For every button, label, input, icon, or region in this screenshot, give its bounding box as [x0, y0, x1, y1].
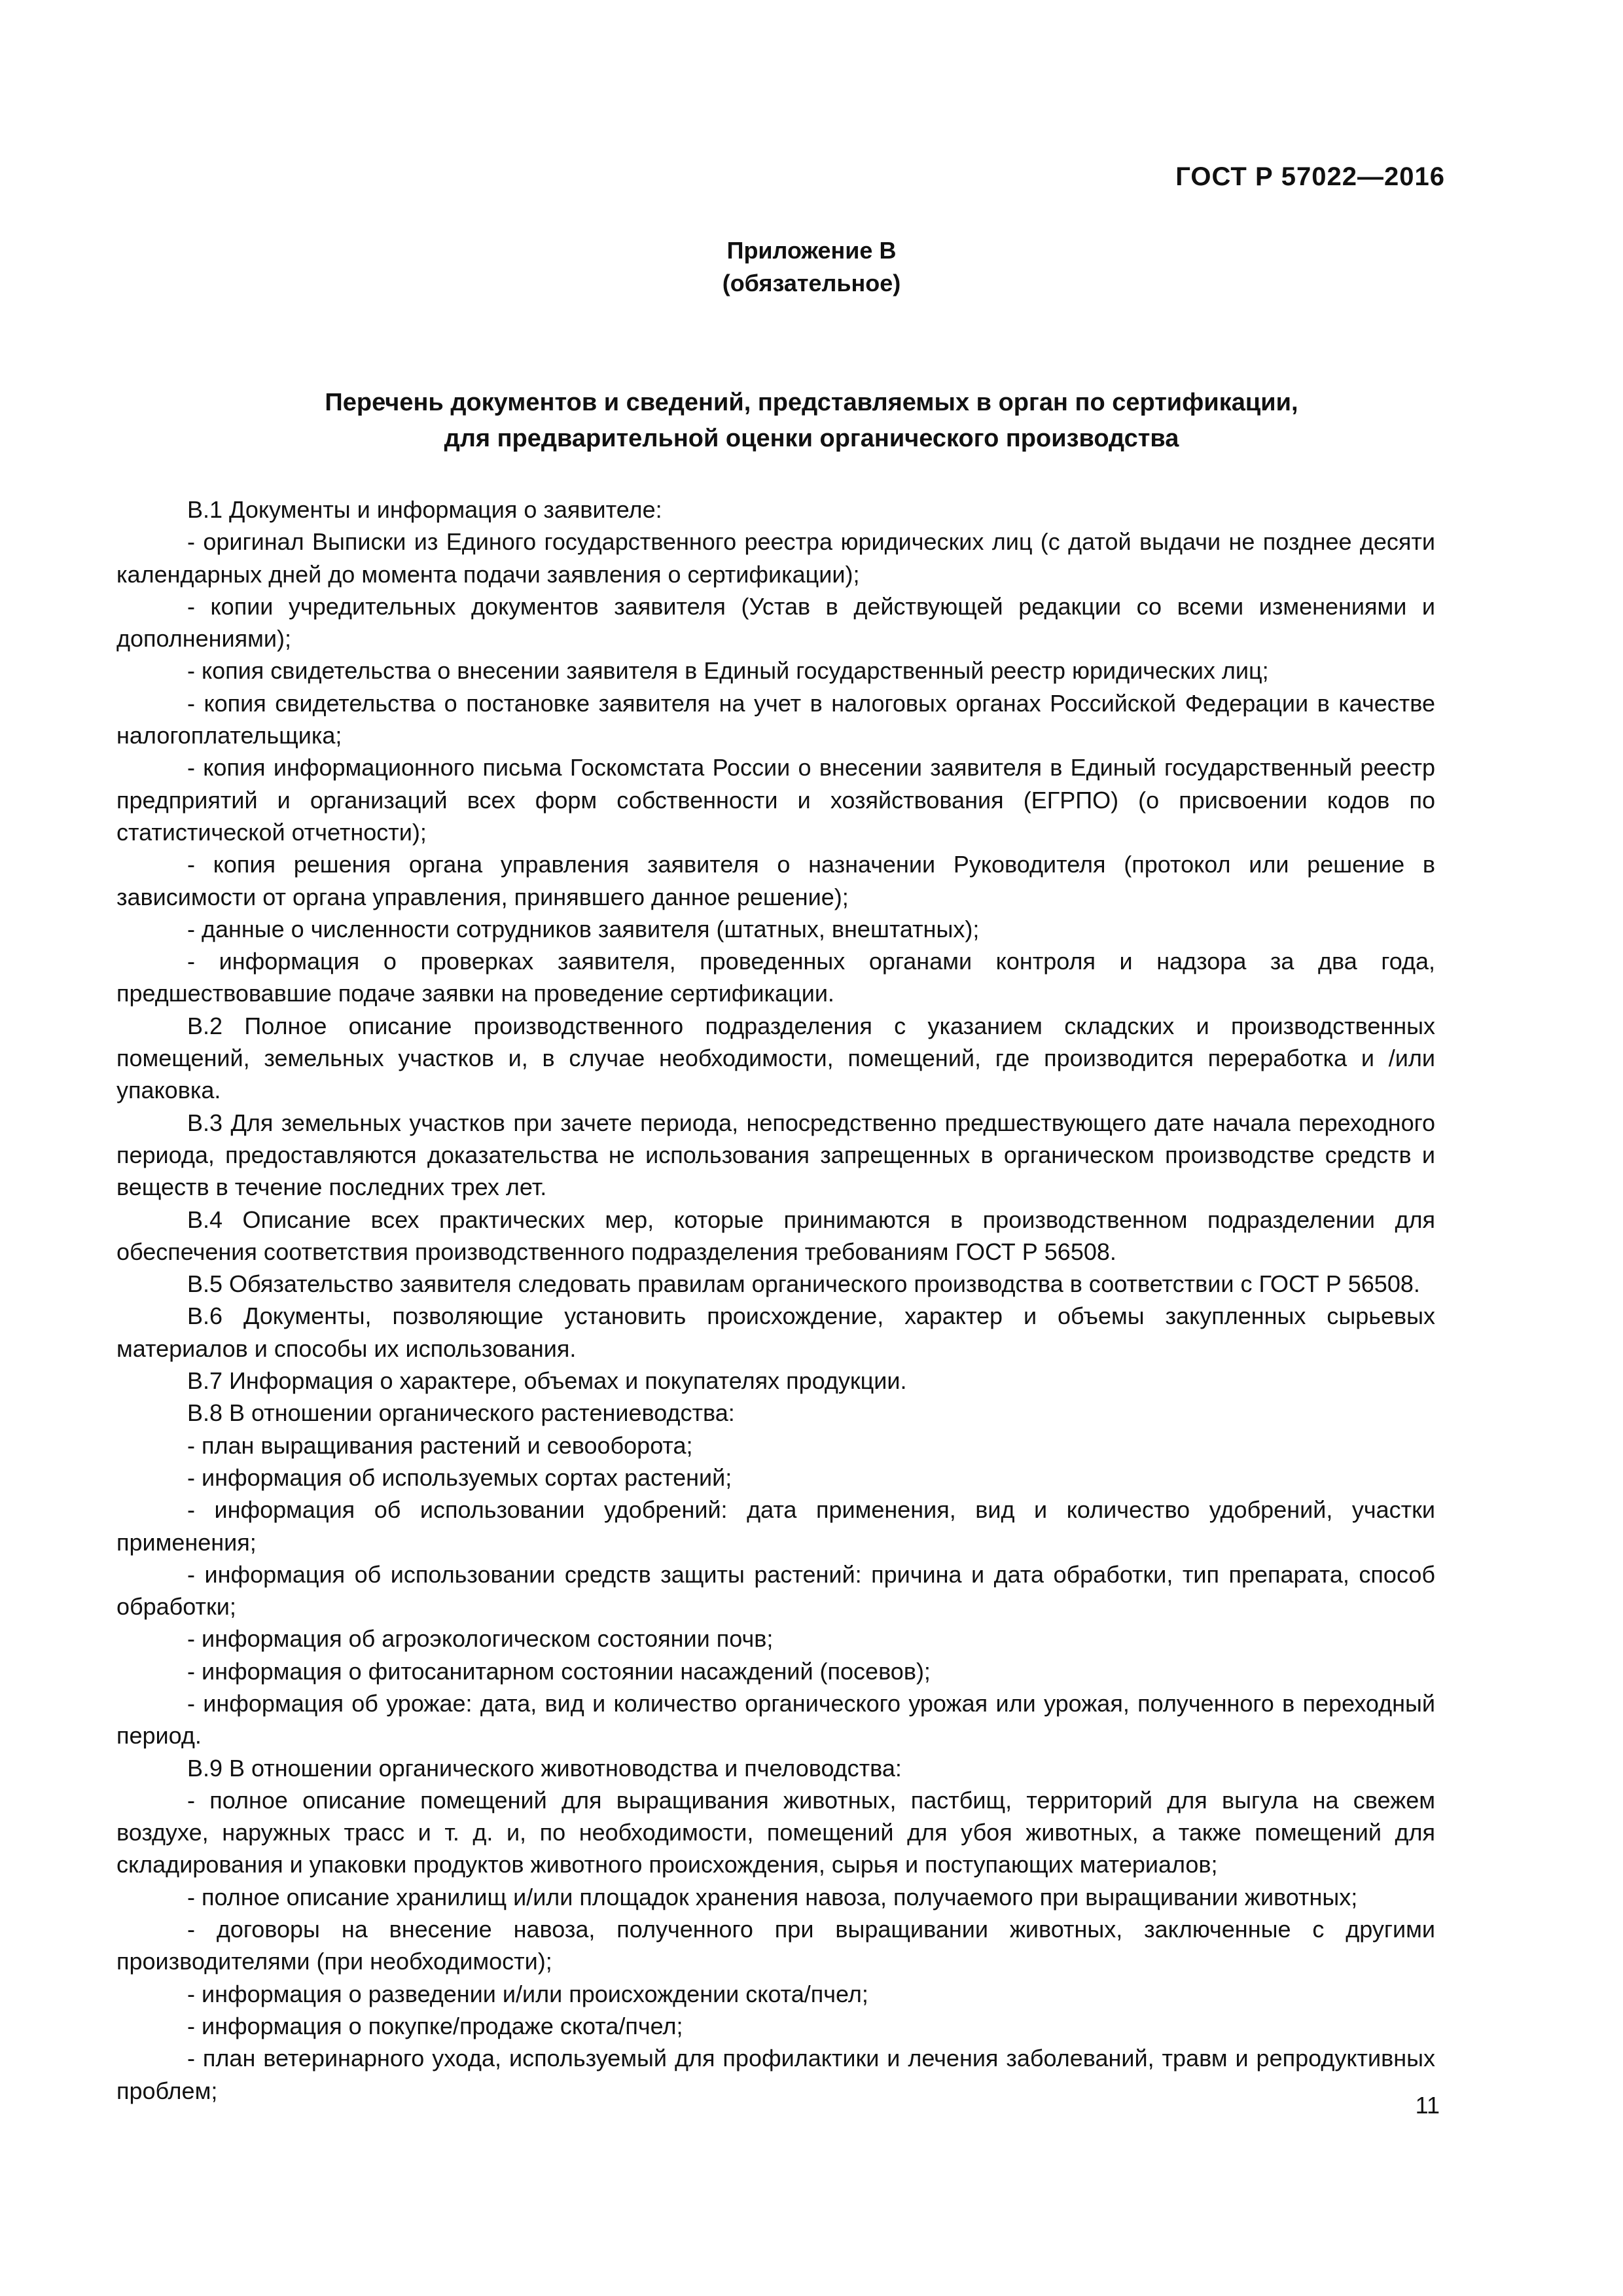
page-number: 11 [1415, 2092, 1440, 2119]
paragraph: - информация о разведении и/или происхождении скота/пчел; [187, 1980, 868, 2007]
paragraph: - договоры на внесение навоза, полученного при выращивании животных, заключенные с другими производителями (при необходимости); [116, 1916, 1435, 1975]
paragraph: - копия решения органа управления заявителя о назначении Руководителя (протокол или решение в зависимости от органа управления, принявшего данное решение); [116, 851, 1435, 910]
paragraph: - информация об используемых сортах растений; [187, 1463, 732, 1491]
paragraph: В.7 Информация о характере, объемах и покупателях продукции. [187, 1367, 907, 1395]
annex-title: Приложение В [726, 237, 897, 264]
paragraph: - полное описание помещений для выращивания животных, пастбищ, территорий для выгула на свежем воздухе, наружных трасс и т. д. и, по необходимости, помещений для убоя животных, а также помещений для складирования и упаковки продуктов животного происхождения, сырья и поступающих материалов; [116, 1786, 1435, 1878]
paragraph: - копия информационного письма Госкомстата России о внесении заявителя в Единый государственный реестр предприятий и организаций всех форм собственности и хозяйствования (ЕГРПО) (о присвоении кодов по статистической отчетности); [116, 754, 1435, 846]
paragraph: - план ветеринарного ухода, используемый для профилактики и лечения заболеваний, травм и репродуктивных проблем; [116, 2045, 1435, 2104]
paragraph: - информация об урожае: дата, вид и количество органического урожая или урожая, полученного в переходный период. [116, 1689, 1435, 1749]
paragraph: В.9 В отношении органического животноводства и пчеловодства: [187, 1754, 902, 1782]
document-title-line-2: для предварительной оценки органического производства [444, 425, 1179, 452]
paragraph: - план выращивания растений и севооборота; [187, 1431, 693, 1459]
document-title-line-1: Перечень документов и сведений, представляемых в орган по сертификации, [325, 389, 1298, 416]
paragraph: - информация об использовании средств защиты растений: причина и дата обработки, тип препарата, способ обработки; [116, 1560, 1435, 1621]
paragraph: В.6 Документы, позволяющие установить происхождение, характер и объемы закупленных сырьевых материалов и способы их использования. [116, 1302, 1435, 1362]
paragraph: В.1 Документы и информация о заявителе: [187, 496, 662, 523]
document-title [216, 385, 1407, 457]
paragraph: - информация о проверках заявителя, проведенных органами контроля и надзора за два года, предшествовавшие подаче заявки на проведение сертификации. [116, 948, 1435, 1007]
paragraph: В.4 Описание всех практических мер, которые принимаются в производственном подразделении для обеспечения соответствия производственного подразделения требованиям ГОСТ Р 56508. [116, 1206, 1435, 1265]
paragraph: - информация об использовании удобрений: дата применения, вид и количество удобрений, участки применения; [116, 1496, 1435, 1556]
paragraph: - полное описание хранилищ и/или площадок хранения навоза, получаемого при выращивании животных; [187, 1883, 1358, 1910]
document-body [116, 493, 1435, 2107]
paragraph: - копия свидетельства о постановке заявителя на учет в налоговых органах Российской Федерации в качестве налогоплательщика; [116, 689, 1435, 749]
paragraph: В.8 В отношении органического растениеводства: [187, 1399, 735, 1427]
standard-code: ГОСТ Р 57022—2016 [1175, 162, 1445, 191]
paragraph: - информация о фитосанитарном состоянии насаждений (посевов); [187, 1657, 931, 1685]
paragraph: В.5 Обязательство заявителя следовать правилам органического производства в соответствии с ГОСТ Р 56508. [187, 1270, 1420, 1298]
paragraph: - оригинал Выписки из Единого государственного реестра юридических лиц (с датой выдачи не позднее десяти календарных дней до момента подачи заявления о сертификации); [116, 528, 1435, 588]
paragraph: - копия свидетельства о внесении заявителя в Единый государственный реестр юридических лиц; [187, 657, 1269, 685]
annex-status: (обязательное) [722, 270, 901, 296]
paragraph: В.3 Для земельных участков при зачете периода, непосредственно предшествующего дате начала переходного периода, предоставляются доказательства не использования запрещенных в органическом производстве средств и веществ в течение последних трех лет. [116, 1109, 1435, 1201]
paragraph: - копии учредительных документов заявителя (Устав в действующей редакции со всеми изменениями и дополнениями); [116, 592, 1435, 653]
paragraph: - данные о численности сотрудников заявителя (штатных, внештатных); [187, 915, 980, 942]
paragraph: - информация об агроэкологическом состоянии почв; [187, 1625, 774, 1653]
paragraph: В.2 Полное описание производственного подразделения с указанием складских и производственных помещений, земельных участков и, в случае необходимости, помещений, где производится переработка и /или упаковка. [116, 1012, 1435, 1104]
paragraph: - информация о покупке/продаже скота/пчел; [187, 2012, 683, 2039]
annex-heading [0, 234, 1623, 300]
